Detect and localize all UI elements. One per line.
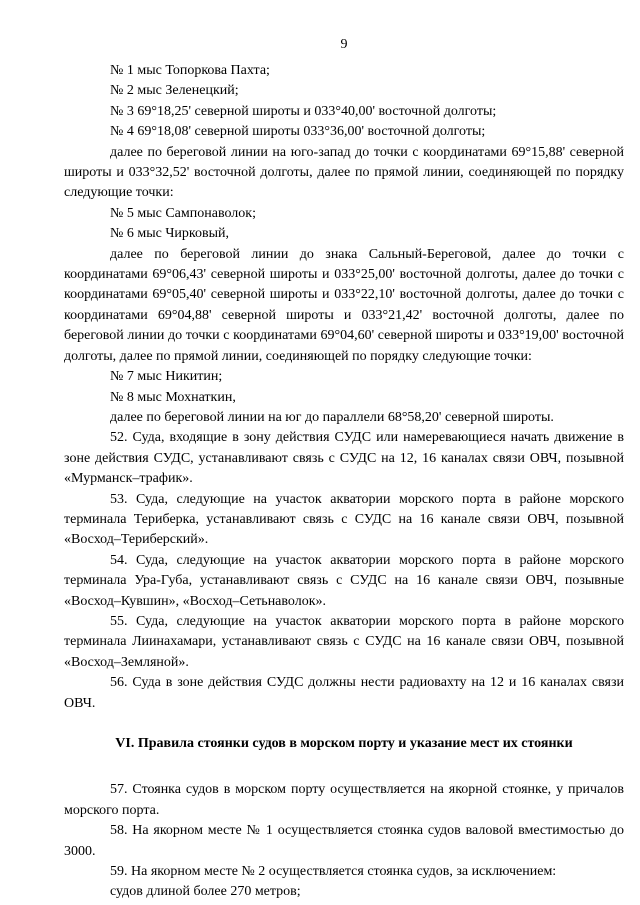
paragraph-59: 59. На якорном месте № 2 осуществляется стоянка судов, за исключением:: [110, 864, 557, 880]
list-item-point-4: № 4 69°18,08' северной широты 033°36,00' восточной долготы;: [110, 124, 486, 140]
paragraph-55: 55. Суда, следующие на участок акватории морского порта в районе морского терминала Лиинахамари, устанавливают связь с СУДС на 16 канале связи ОВЧ, позывной «Восход–Земляной».: [64, 613, 624, 670]
list-item-point-8: № 8 мыс Мохнаткин,: [110, 389, 236, 405]
paragraph-58: 58. На якорном месте № 1 осуществляется стоянка судов валовой вместимостью до 3000.: [64, 823, 624, 859]
list-item-point-1: № 1 мыс Топоркова Пахта;: [110, 63, 270, 78]
list-item-point-7: № 7 мыс Никитин;: [110, 369, 223, 385]
paragraph-57: 57. Стоянка судов в морском порту осуществляется на якорной стоянке, у причалов морского порта.: [64, 782, 624, 818]
paragraph-52: 52. Суда, входящие в зону действия СУДС или намеревающиеся начать движение в зоне действия СУДС, устанавливают связь с СУДС на 12, 16 каналах связи ОВЧ, позывной «Мурманск–трафик».: [64, 430, 624, 487]
paragraph-coastline-south: далее по береговой линии на юг до параллели 68°58,20' северной широты.: [110, 409, 554, 425]
list-item-point-2: № 2 мыс Зеленецкий;: [110, 83, 239, 99]
list-item-point-6: № 6 мыс Чирковый,: [110, 226, 230, 242]
page-number: 9: [340, 37, 348, 52]
list-item-length-exception: судов длиной более 270 метров;: [110, 884, 301, 900]
list-item-point-3: № 3 69°18,25' северной широты и 033°40,00' восточной долготы;: [110, 103, 497, 119]
document-body: [64, 61, 624, 903]
list-item-point-5: № 5 мыс Сампонаволок;: [110, 205, 256, 221]
section-heading: VI. Правила стоянки судов в морском порту и указание мест их стоянки: [115, 736, 573, 751]
paragraph-53: 53. Суда, следующие на участок акватории морского порта в районе морского терминала Териберка, устанавливают связь с СУДС на 16 канале связи ОВЧ, позывной «Восход–Териберский».: [64, 491, 624, 548]
paragraph-54: 54. Суда, следующие на участок акватории морского порта в районе морского терминала Ура-Губа, устанавливают связь с СУДС на 16 канале связи ОВЧ, позывные «Восход–Кувшин», «Восход–Сетьнаволок».: [64, 552, 624, 609]
document-page: [64, 0, 624, 905]
paragraph-coastline-salny: далее по береговой линии до знака Сальный-Береговой, далее до точки с координатами 69°06,43' северной широты и 033°25,00' восточной долготы, далее до точки с координатами 69°05,40' северной широты и 033°22,10' восточной долготы, далее до точки с координатами 69°04,88' северной широты и 033°21,42' восточной долготы, далее по береговой линии до точки с координатами 69°04,60' северной широты и 033°19,00' восточной долготы, далее по прямой линии, соединяющей по порядку следующие точки:: [64, 246, 624, 364]
paragraph-56: 56. Суда в зоне действия СУДС должны нести радиовахту на 12 и 16 каналах связи ОВЧ.: [64, 675, 624, 711]
paragraph-coastline-southwest: далее по береговой линии на юго-запад до точки с координатами 69°15,88' северной широты и 033°32,52' восточной долготы, далее по прямой линии, соединяющей по порядку следующие точки:: [64, 144, 624, 201]
